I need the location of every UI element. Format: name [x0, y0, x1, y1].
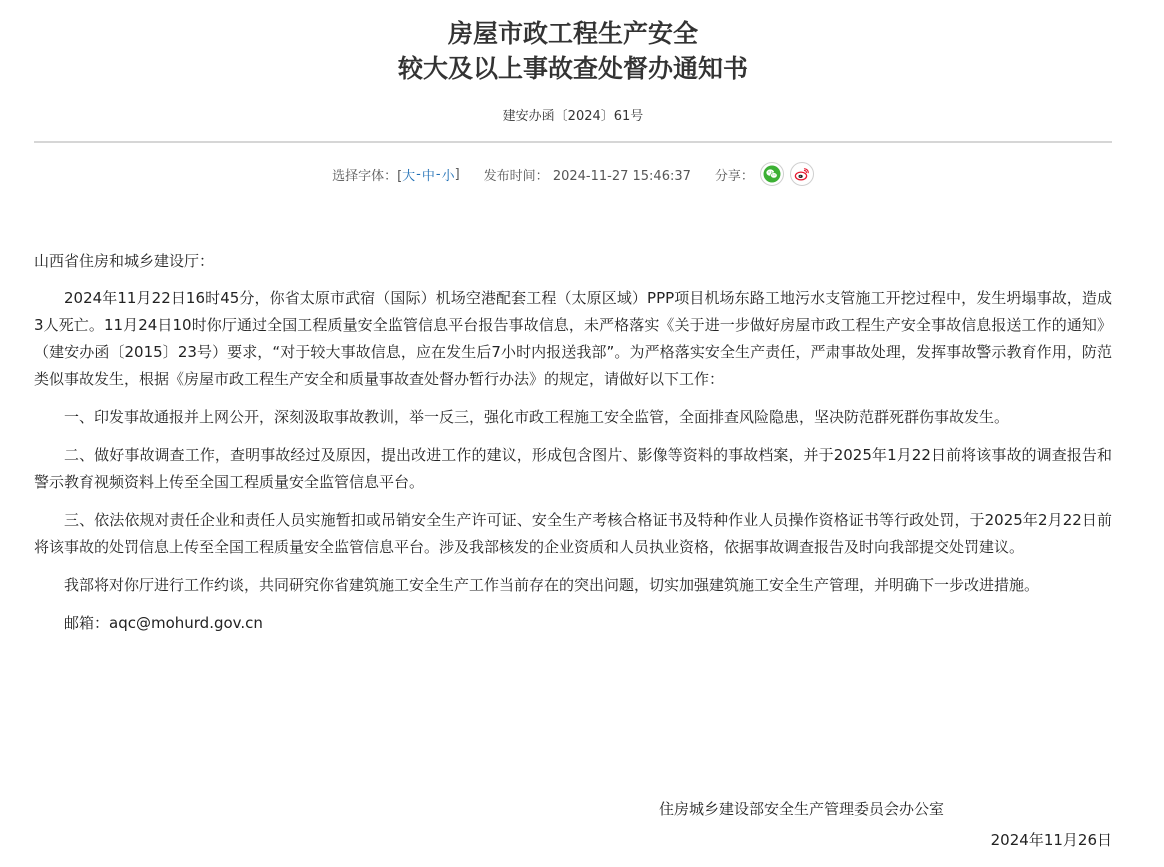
publish-label: 发布时间： [483, 168, 549, 184]
document-number: 建安办函〔2024〕61号 [502, 109, 644, 124]
title-divider [34, 141, 1112, 143]
document-page [34, 0, 1112, 867]
document-body [34, 248, 1112, 637]
paragraph-intro: 2024年11月22日16时45分，你省太原市武宿（国际）机场空港配套工程（太原区域）PPP项目机场东路工地污水支管施工开挖过程中，发生坍塌事故，造成3人死亡。11月24日10时你厅通过全国工程质量安全监管信息平台报告事故信息，未严格落实《关于进一步做好房屋市政工程生产安全事故信息报送工作的通知》（建安办函〔2015〕23号）要求，“对于较大事故信息，应在发生后7小时内报送我部”。为严格落实安全生产责任，严肃事故处理，发挥事故警示教育作用，防范类似事故发生，根据《房屋市政工程生产安全和质量事故查处督办暂行办法》的规定，请做好以下工作： [34, 289, 1112, 388]
paragraph-item-2: 二、做好事故调查工作，查明事故经过及原因，提出改进工作的建议，形成包含图片、影像等资料的事故档案，并于2025年1月22日前将该事故的调查报告和警示教育视频资料上传至全国工程质量安全监管信息平台。 [34, 446, 1112, 491]
share-section [715, 162, 814, 186]
title-line-2: 较大及以上事故查处督办通知书 [397, 54, 748, 83]
font-size-label: 选择字体：[ [332, 168, 403, 184]
share-weibo-button[interactable] [790, 162, 814, 186]
font-size-separator: - [435, 166, 441, 182]
wechat-icon [763, 165, 781, 183]
font-size-separator: - [416, 166, 421, 182]
title-line-1: 房屋市政工程生产安全 [447, 19, 698, 48]
meta-bar [34, 160, 1112, 188]
font-size-selector [332, 165, 460, 184]
font-size-large-link[interactable]: 大 [402, 168, 416, 184]
share-wechat-button[interactable] [760, 162, 784, 186]
font-size-bracket-close: ] [454, 166, 460, 182]
document-title [34, 16, 1112, 86]
issue-date: 2024年11月26日 [990, 831, 1112, 849]
font-size-small-link[interactable]: 小 [441, 168, 455, 184]
contact-email: 邮箱：aqc@mohurd.gov.cn [64, 614, 263, 632]
publish-info [484, 165, 691, 184]
salutation: 山西省住房和城乡建设厅： [34, 252, 215, 270]
paragraph-closing: 我部将对你厅进行工作约谈，共同研究你省建筑施工安全生产工作当前存在的突出问题，切实加强建筑施工安全生产管理，并明确下一步改进措施。 [64, 576, 1040, 594]
paragraph-item-3: 三、依法依规对责任企业和责任人员实施暂扣或吊销安全生产许可证、安全生产考核合格证书及特种作业人员操作资格证书等行政处罚，于2025年2月22日前将该事故的处罚信息上传至全国工程质量安全监管信息平台。涉及我部核发的企业资质和人员执业资格，依据事故调查报告及时向我部提交处罚建议。 [34, 511, 1112, 556]
share-label: 分享： [714, 168, 754, 184]
publish-time: 2024-11-27 15:46:37 [552, 168, 691, 184]
font-size-medium-link[interactable]: 中 [421, 168, 435, 184]
paragraph-item-1: 一、印发事故通报并上网公开，深刻汲取事故教训，举一反三，强化市政工程施工安全监管，全面排查风险隐患，坚决防范群死群伤事故发生。 [64, 408, 1010, 426]
weibo-icon [793, 165, 811, 183]
issuer-signature: 住房城乡建设部安全生产管理委员会办公室 [658, 800, 944, 818]
